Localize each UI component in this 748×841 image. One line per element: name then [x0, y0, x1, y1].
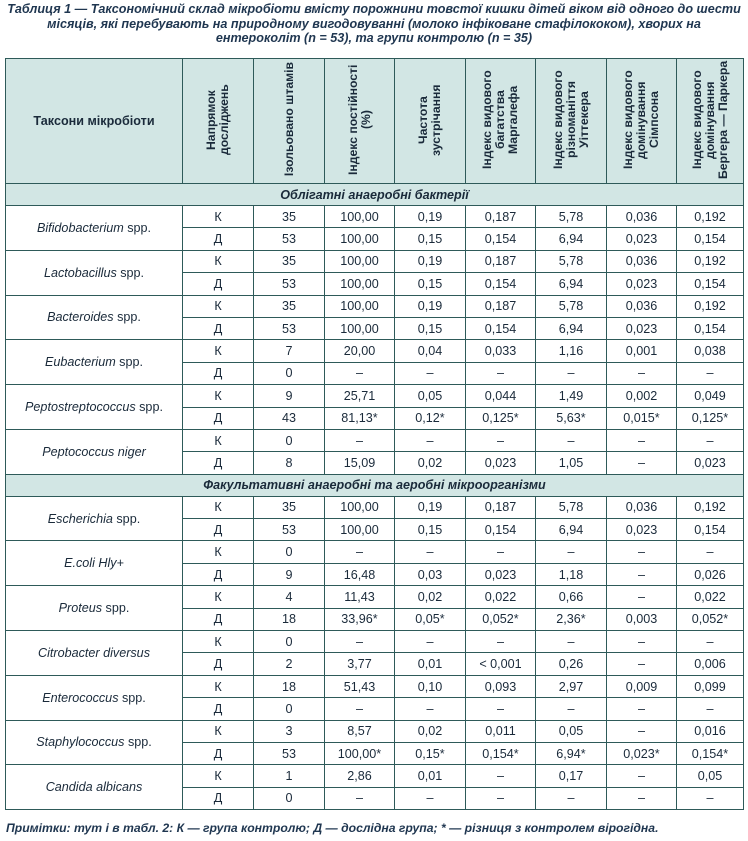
value-cell: –	[607, 563, 677, 585]
table-footnote: Примітки: тут і в табл. 2: К — група контролю; Д — дослідна група; * — різниця з контролем вірогідна.	[6, 821, 659, 835]
value-cell: 0,15*	[395, 742, 466, 764]
value-cell: –	[607, 586, 677, 608]
value-cell: 0,099	[677, 675, 744, 697]
taxon-name-italic: Lactobacillus	[43, 265, 117, 280]
value-cell: 11,43	[325, 586, 395, 608]
value-cell: –	[536, 541, 607, 563]
value-cell: 0,044	[466, 385, 536, 407]
taxon-name	[6, 586, 183, 631]
value-cell: –	[395, 631, 466, 653]
taxon-name-italic: Escherichia	[47, 511, 113, 526]
value-cell: 35	[254, 496, 325, 518]
value-cell: 0,125*	[466, 407, 536, 429]
value-cell: 5,78	[536, 295, 607, 317]
value-cell: 53	[254, 273, 325, 295]
direction-cell: Д	[183, 519, 254, 541]
direction-cell: Д	[183, 698, 254, 720]
value-cell: 0,093	[466, 675, 536, 697]
taxon-name-italic: Candida albicans	[45, 780, 143, 795]
table-row	[6, 496, 744, 518]
value-cell: 4	[254, 586, 325, 608]
table-row	[6, 720, 744, 742]
value-cell: 0,26	[536, 653, 607, 675]
value-cell: –	[325, 698, 395, 720]
value-cell: 35	[254, 250, 325, 272]
value-cell: –	[395, 541, 466, 563]
value-cell: –	[677, 698, 744, 720]
taxon-name-italic: Bifidobacterium	[36, 220, 124, 235]
value-cell: 0,023	[607, 273, 677, 295]
value-cell: 0,15	[395, 317, 466, 339]
value-cell: 0,154	[466, 519, 536, 541]
taxon-name	[6, 340, 183, 385]
value-cell: 0,036	[607, 206, 677, 228]
direction-cell: Д	[183, 742, 254, 764]
value-cell: 0,17	[536, 765, 607, 787]
value-cell: 53	[254, 519, 325, 541]
value-cell: 0	[254, 698, 325, 720]
value-cell: 0,006	[677, 653, 744, 675]
value-cell: 0,154	[677, 273, 744, 295]
value-cell: –	[607, 787, 677, 809]
value-cell: 5,78	[536, 206, 607, 228]
value-cell: 0,016	[677, 720, 744, 742]
value-cell: 0,036	[607, 496, 677, 518]
value-cell: –	[395, 698, 466, 720]
direction-cell: К	[183, 429, 254, 451]
direction-cell: К	[183, 586, 254, 608]
value-cell: 100,00	[325, 250, 395, 272]
value-cell: 0,023	[677, 452, 744, 474]
header-whittaker: Індекс видового різноманіття Уіттекера	[550, 70, 591, 169]
value-cell: 100,00	[325, 496, 395, 518]
value-cell: –	[677, 787, 744, 809]
value-cell: 35	[254, 206, 325, 228]
value-cell: 0,052*	[677, 608, 744, 630]
table-row	[6, 385, 744, 407]
taxon-name-italic: Peptostreptococcus	[25, 400, 136, 415]
value-cell: 51,43	[325, 675, 395, 697]
direction-cell: К	[183, 765, 254, 787]
taxon-name-suffix: spp.	[113, 310, 141, 325]
value-cell: 0	[254, 541, 325, 563]
table-caption: Таблиця 1 — Таксономічний склад мікробіоти вмісту порожнини товстої кишки дітей віком від одного до шести місяців, які перебувають на природному вигодовуванні (молоко інфіковане стафілококом), хворих на ентероколіт (n = 53), та групи контролю (n = 35)	[7, 2, 741, 46]
value-cell: 1,05	[536, 452, 607, 474]
taxon-name-italic: Bacteroides	[47, 310, 114, 325]
taxon-name	[6, 429, 183, 474]
value-cell: 0,154	[466, 317, 536, 339]
value-cell: 35	[254, 295, 325, 317]
value-cell: 0,15	[395, 519, 466, 541]
taxon-name-suffix: spp.	[118, 690, 146, 705]
direction-cell: Д	[183, 273, 254, 295]
section-title: Факультативні анаеробні та аеробні мікроорганізми	[6, 474, 744, 496]
value-cell: 5,63*	[536, 407, 607, 429]
value-cell: 0,15	[395, 228, 466, 250]
taxon-name	[6, 385, 183, 430]
value-cell: 0,154	[466, 228, 536, 250]
value-cell: 1,18	[536, 563, 607, 585]
value-cell: –	[325, 362, 395, 384]
table-row	[6, 675, 744, 697]
value-cell: 0,187	[466, 250, 536, 272]
taxon-name-italic: Staphylococcus	[36, 735, 125, 750]
direction-cell: К	[183, 496, 254, 518]
value-cell: –	[536, 698, 607, 720]
value-cell: –	[607, 541, 677, 563]
direction-cell: Д	[183, 317, 254, 339]
value-cell: 0,05*	[395, 608, 466, 630]
direction-cell: Д	[183, 407, 254, 429]
value-cell: –	[536, 631, 607, 653]
value-cell: 100,00	[325, 206, 395, 228]
value-cell: 100,00	[325, 273, 395, 295]
value-cell: 43	[254, 407, 325, 429]
value-cell: 0,154	[466, 273, 536, 295]
value-cell: 0,023	[607, 317, 677, 339]
value-cell: 2,86	[325, 765, 395, 787]
table-row	[6, 631, 744, 653]
value-cell: 0,12*	[395, 407, 466, 429]
value-cell: –	[395, 362, 466, 384]
direction-cell: Д	[183, 563, 254, 585]
value-cell: 0,01	[395, 765, 466, 787]
value-cell: 53	[254, 317, 325, 339]
header-berger: Індекс видового домінування Бергера — Паркера	[689, 60, 730, 179]
taxon-name	[6, 541, 183, 586]
value-cell: 0,011	[466, 720, 536, 742]
value-cell: 0,038	[677, 340, 744, 362]
taxon-name	[6, 250, 183, 295]
value-cell: –	[677, 631, 744, 653]
section-row	[6, 184, 744, 206]
value-cell: 18	[254, 675, 325, 697]
microbiota-table	[5, 58, 744, 810]
direction-cell: К	[183, 385, 254, 407]
value-cell: –	[466, 765, 536, 787]
value-cell: –	[607, 720, 677, 742]
value-cell: 100,00*	[325, 742, 395, 764]
taxon-name	[6, 765, 183, 810]
value-cell: 0,05	[395, 385, 466, 407]
value-cell: 9	[254, 385, 325, 407]
taxon-name-suffix: spp.	[123, 220, 152, 235]
table-row	[6, 250, 744, 272]
value-cell: 0,187	[466, 295, 536, 317]
value-cell: 15,09	[325, 452, 395, 474]
taxon-name	[6, 675, 183, 720]
value-cell: –	[536, 362, 607, 384]
value-cell: 0,026	[677, 563, 744, 585]
value-cell: –	[466, 698, 536, 720]
value-cell: –	[466, 631, 536, 653]
direction-cell: К	[183, 340, 254, 362]
value-cell: –	[325, 787, 395, 809]
taxon-name	[6, 295, 183, 340]
header-row	[6, 59, 744, 184]
taxon-name-suffix: spp.	[135, 400, 163, 415]
value-cell: 8,57	[325, 720, 395, 742]
direction-cell: Д	[183, 653, 254, 675]
value-cell: –	[325, 541, 395, 563]
direction-cell: К	[183, 295, 254, 317]
value-cell: 33,96*	[325, 608, 395, 630]
value-cell: 0,154*	[466, 742, 536, 764]
value-cell: 0,05	[536, 720, 607, 742]
value-cell: 0,023	[466, 452, 536, 474]
value-cell: –	[325, 429, 395, 451]
value-cell: –	[466, 787, 536, 809]
direction-cell: Д	[183, 608, 254, 630]
value-cell: 53	[254, 742, 325, 764]
value-cell: –	[607, 765, 677, 787]
table-row	[6, 206, 744, 228]
value-cell: 5,78	[536, 496, 607, 518]
value-cell: –	[607, 452, 677, 474]
header-taxa: Таксони мікробіоти	[6, 59, 183, 184]
value-cell: –	[466, 429, 536, 451]
value-cell: –	[677, 362, 744, 384]
value-cell: 0,154	[677, 519, 744, 541]
value-cell: 0,187	[466, 496, 536, 518]
value-cell: 0	[254, 787, 325, 809]
value-cell: < 0,001	[466, 653, 536, 675]
value-cell: 0,023	[607, 228, 677, 250]
value-cell: 1,49	[536, 385, 607, 407]
value-cell: –	[607, 429, 677, 451]
value-cell: 8	[254, 452, 325, 474]
value-cell: 0,003	[607, 608, 677, 630]
value-cell: 5,78	[536, 250, 607, 272]
value-cell: 18	[254, 608, 325, 630]
taxon-name-italic: Proteus	[58, 601, 103, 616]
taxon-name-suffix: spp.	[124, 735, 152, 750]
direction-cell: К	[183, 720, 254, 742]
value-cell: 0,154	[677, 317, 744, 339]
value-cell: 3	[254, 720, 325, 742]
value-cell: 2,97	[536, 675, 607, 697]
value-cell: 0,03	[395, 563, 466, 585]
value-cell: 0,009	[607, 675, 677, 697]
table-row	[6, 541, 744, 563]
value-cell: 1,16	[536, 340, 607, 362]
value-cell: 1	[254, 765, 325, 787]
header-margalef: Індекс видового багатства Маргалефа	[480, 70, 520, 169]
direction-cell: К	[183, 250, 254, 272]
table-row	[6, 429, 744, 451]
taxon-name-italic: Eubacterium	[44, 355, 116, 370]
value-cell: 0,192	[677, 295, 744, 317]
direction-cell: Д	[183, 787, 254, 809]
section-title: Облігатні анаеробні бактерії	[6, 184, 744, 206]
header-frequency: Частота зустрічання	[416, 83, 443, 156]
value-cell: 100,00	[325, 519, 395, 541]
table-body	[6, 184, 744, 810]
value-cell: 0,04	[395, 340, 466, 362]
value-cell: 0,033	[466, 340, 536, 362]
value-cell: 0,66	[536, 586, 607, 608]
value-cell: 0,05	[677, 765, 744, 787]
value-cell: 0,022	[677, 586, 744, 608]
value-cell: –	[677, 541, 744, 563]
value-cell: 6,94	[536, 519, 607, 541]
value-cell: 6,94*	[536, 742, 607, 764]
value-cell: 81,13*	[325, 407, 395, 429]
value-cell: 0,023	[466, 563, 536, 585]
header-constancy: Індекс постійності (%)	[345, 64, 373, 175]
table-row	[6, 295, 744, 317]
value-cell: 9	[254, 563, 325, 585]
value-cell: –	[677, 429, 744, 451]
direction-cell: К	[183, 675, 254, 697]
value-cell: –	[395, 429, 466, 451]
taxon-name-italic: Enterococcus	[42, 690, 119, 705]
value-cell: –	[325, 631, 395, 653]
value-cell: 0,022	[466, 586, 536, 608]
direction-cell: Д	[183, 362, 254, 384]
value-cell: 0,001	[607, 340, 677, 362]
value-cell: 0,049	[677, 385, 744, 407]
value-cell: –	[607, 631, 677, 653]
value-cell: 0	[254, 631, 325, 653]
value-cell: 2,36*	[536, 608, 607, 630]
value-cell: –	[466, 362, 536, 384]
value-cell: 0	[254, 362, 325, 384]
value-cell: –	[536, 429, 607, 451]
value-cell: 6,94	[536, 317, 607, 339]
value-cell: 0,002	[607, 385, 677, 407]
header-isolated: Ізольовано штамів	[281, 62, 296, 177]
taxon-name-italic: E.coli Hly+	[64, 556, 124, 571]
value-cell: 0,192	[677, 206, 744, 228]
value-cell: –	[607, 362, 677, 384]
section-row	[6, 474, 744, 496]
value-cell: 0,154*	[677, 742, 744, 764]
header-simpson: Індекс видового домінування Сімпсона	[621, 70, 661, 169]
direction-cell: Д	[183, 228, 254, 250]
value-cell: 0,01	[395, 653, 466, 675]
value-cell: 0,052*	[466, 608, 536, 630]
value-cell: 0,015*	[607, 407, 677, 429]
value-cell: 0	[254, 429, 325, 451]
value-cell: 0,023	[607, 519, 677, 541]
value-cell: 100,00	[325, 317, 395, 339]
value-cell: 0,192	[677, 250, 744, 272]
value-cell: 0,19	[395, 496, 466, 518]
table-row	[6, 586, 744, 608]
taxon-name	[6, 206, 183, 251]
value-cell: 0,125*	[677, 407, 744, 429]
value-cell: 7	[254, 340, 325, 362]
value-cell: 20,00	[325, 340, 395, 362]
taxon-name	[6, 496, 183, 541]
value-cell: 0,19	[395, 250, 466, 272]
taxon-name-suffix: spp.	[112, 511, 141, 526]
taxon-name-italic: Citrobacter diversus	[38, 645, 150, 660]
value-cell: 3,77	[325, 653, 395, 675]
value-cell: 100,00	[325, 228, 395, 250]
value-cell: 0,02	[395, 586, 466, 608]
table-row	[6, 340, 744, 362]
value-cell: 0,19	[395, 295, 466, 317]
value-cell: 0,023*	[607, 742, 677, 764]
value-cell: –	[466, 541, 536, 563]
table-row	[6, 765, 744, 787]
taxon-name-suffix: spp.	[102, 601, 130, 616]
value-cell: 0,187	[466, 206, 536, 228]
direction-cell: К	[183, 206, 254, 228]
taxon-name	[6, 720, 183, 765]
value-cell: 25,71	[325, 385, 395, 407]
value-cell: 0,02	[395, 720, 466, 742]
value-cell: 0,02	[395, 452, 466, 474]
value-cell: 0,154	[677, 228, 744, 250]
value-cell: –	[536, 787, 607, 809]
taxon-name	[6, 631, 183, 676]
value-cell: 0,19	[395, 206, 466, 228]
direction-cell: К	[183, 631, 254, 653]
value-cell: –	[607, 653, 677, 675]
value-cell: 2	[254, 653, 325, 675]
value-cell: 16,48	[325, 563, 395, 585]
direction-cell: Д	[183, 452, 254, 474]
value-cell: 0,036	[607, 250, 677, 272]
taxon-name-italic: Peptococcus niger	[42, 444, 146, 459]
value-cell: –	[607, 698, 677, 720]
value-cell: 0,15	[395, 273, 466, 295]
taxon-name-suffix: spp.	[115, 355, 143, 370]
taxon-name-suffix: spp.	[116, 265, 145, 280]
value-cell: 0,192	[677, 496, 744, 518]
value-cell: 6,94	[536, 273, 607, 295]
header-direction: Напрямок досліджень	[204, 84, 231, 155]
value-cell: 0,036	[607, 295, 677, 317]
direction-cell: К	[183, 541, 254, 563]
value-cell: 100,00	[325, 295, 395, 317]
value-cell: 6,94	[536, 228, 607, 250]
value-cell: 0,10	[395, 675, 466, 697]
value-cell: 53	[254, 228, 325, 250]
value-cell: –	[395, 787, 466, 809]
